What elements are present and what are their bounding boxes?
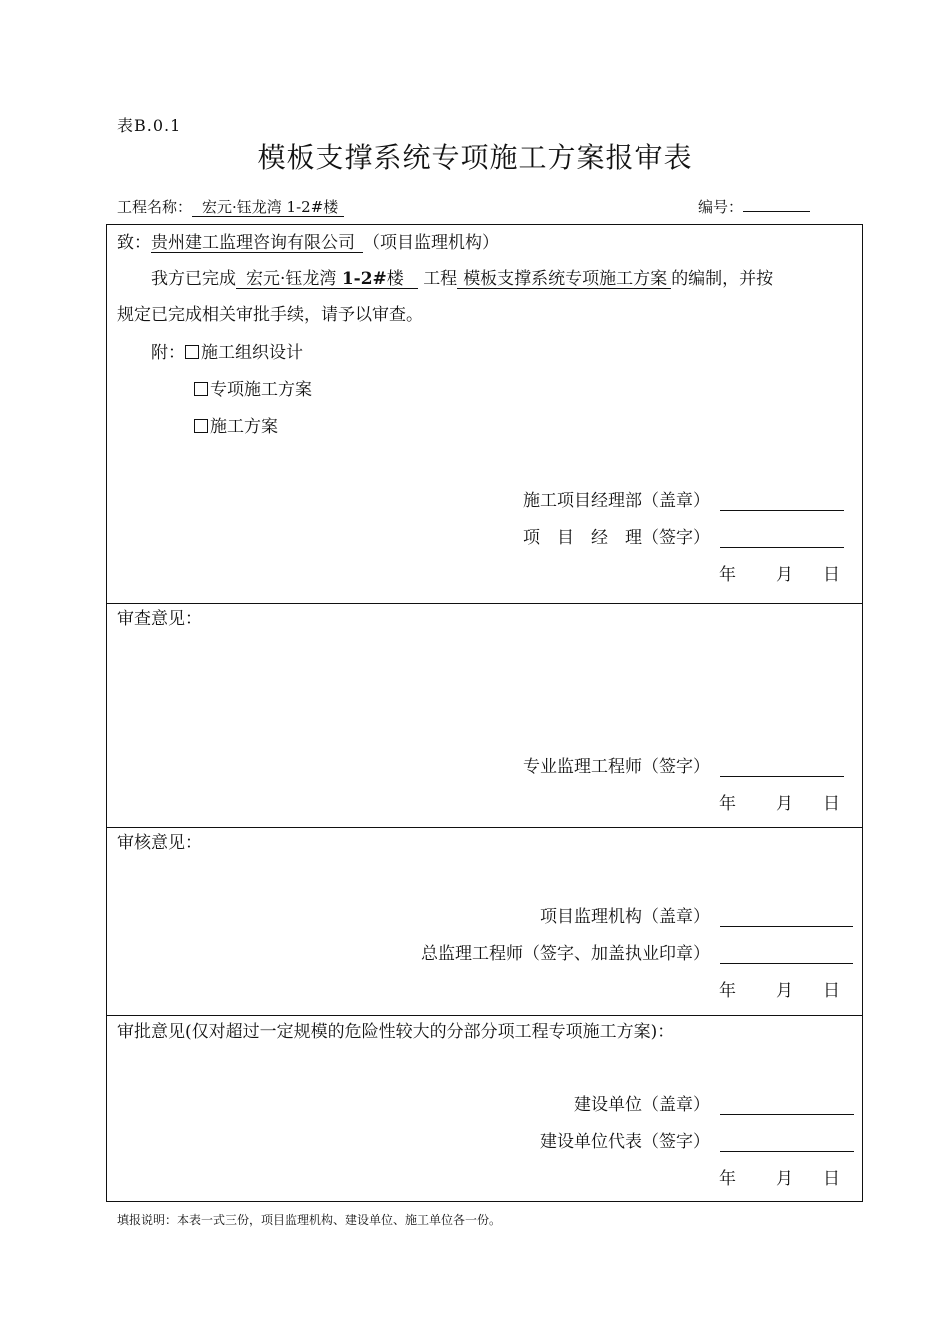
signature-label: 项目监理机构（盖章） [540, 907, 710, 927]
signature-label: 项 目 经 理（签字） [523, 528, 710, 548]
statement-project-name: 宏元·钰龙湾 [246, 269, 337, 289]
addressee-label: 致： [117, 233, 151, 253]
signature-row [523, 752, 844, 777]
project-name-value: 宏元·钰龙湾 1-2#楼 [192, 198, 344, 217]
date-day: 日 [823, 981, 840, 1001]
date-year: 年 [719, 1169, 736, 1189]
statement-line-1 [151, 264, 773, 289]
date-day: 日 [823, 565, 840, 585]
attachment-item: 施工方案 [210, 417, 278, 437]
signature-line [720, 946, 853, 964]
date-row [719, 560, 840, 585]
statement-suffix: 的编制，并按 [671, 269, 774, 289]
statement-project-suffix: 楼 [386, 269, 404, 289]
addressee-row [117, 228, 499, 253]
date-month: 月 [776, 1169, 793, 1189]
addressee-suffix: （项目监理机构） [363, 233, 499, 253]
checkbox-icon[interactable] [194, 382, 208, 396]
section-heading: 审核意见： [117, 833, 202, 853]
signature-label: 建设单位（盖章） [574, 1095, 710, 1115]
audit-section [106, 827, 863, 1016]
attachment-item: 施工组织设计 [201, 343, 303, 363]
project-name-row [117, 196, 344, 217]
signature-line [720, 530, 844, 548]
date-row [719, 789, 840, 814]
attachment-row-3 [194, 412, 278, 437]
page-title: 模板支撑系统专项施工方案报审表 [257, 141, 693, 174]
date-year: 年 [719, 565, 736, 585]
approval-section [106, 1015, 863, 1202]
statement-middle: 工程 [423, 269, 458, 289]
signature-line [720, 493, 844, 511]
date-year: 年 [719, 981, 736, 1001]
number-row [698, 196, 810, 217]
review-section [106, 603, 863, 828]
statement-project [236, 270, 418, 289]
signature-row [540, 1127, 854, 1152]
date-month: 月 [776, 565, 793, 585]
form-code: 表B.0.1 [117, 116, 182, 135]
signature-label: 专业监理工程师（签字） [523, 757, 710, 777]
signature-label: 施工项目经理部（盖章） [523, 491, 710, 511]
signature-row [574, 1090, 854, 1115]
date-month: 月 [776, 981, 793, 1001]
date-day: 日 [823, 794, 840, 814]
checkbox-icon[interactable] [194, 419, 208, 433]
signature-line [720, 1097, 854, 1115]
signature-row [523, 486, 844, 511]
attachment-row-2 [194, 375, 312, 400]
checkbox-icon[interactable] [185, 345, 199, 359]
section-heading: 审查意见： [117, 609, 202, 629]
attachment-item: 专项施工方案 [210, 380, 312, 400]
project-name-label: 工程名称： [117, 198, 193, 216]
section-heading: 审批意见(仅对超过一定规模的危险性较大的分部分项工程专项施工方案)： [117, 1022, 675, 1042]
submission-section [106, 224, 863, 604]
signature-row [523, 523, 844, 548]
number-label: 编号： [698, 198, 744, 216]
date-year: 年 [719, 794, 736, 814]
number-value [743, 211, 810, 212]
statement-prefix: 我方已完成 [151, 269, 236, 289]
statement-line-2: 规定已完成相关审批手续，请予以审查。 [117, 305, 423, 325]
signature-label: 总监理工程师（签字、加盖执业印章） [421, 944, 710, 964]
date-row [719, 1164, 840, 1189]
date-day: 日 [823, 1169, 840, 1189]
attachment-label: 附： [151, 343, 185, 363]
signature-label: 建设单位代表（签字） [540, 1132, 710, 1152]
addressee-org: 贵州建工监理咨询有限公司 [151, 234, 363, 253]
statement-plan: 模板支撑系统专项施工方案 [457, 270, 671, 289]
attachment-row-1 [151, 338, 303, 363]
signature-line [720, 909, 853, 927]
signature-row [540, 902, 853, 927]
date-row [719, 976, 840, 1001]
signature-line [720, 1134, 854, 1152]
signature-row [421, 939, 853, 964]
statement-project-number: 1-2# [341, 269, 387, 289]
footnote: 填报说明：本表一式三份，项目监理机构、建设单位、施工单位各一份。 [117, 1213, 502, 1227]
date-month: 月 [776, 794, 793, 814]
signature-line [720, 759, 844, 777]
